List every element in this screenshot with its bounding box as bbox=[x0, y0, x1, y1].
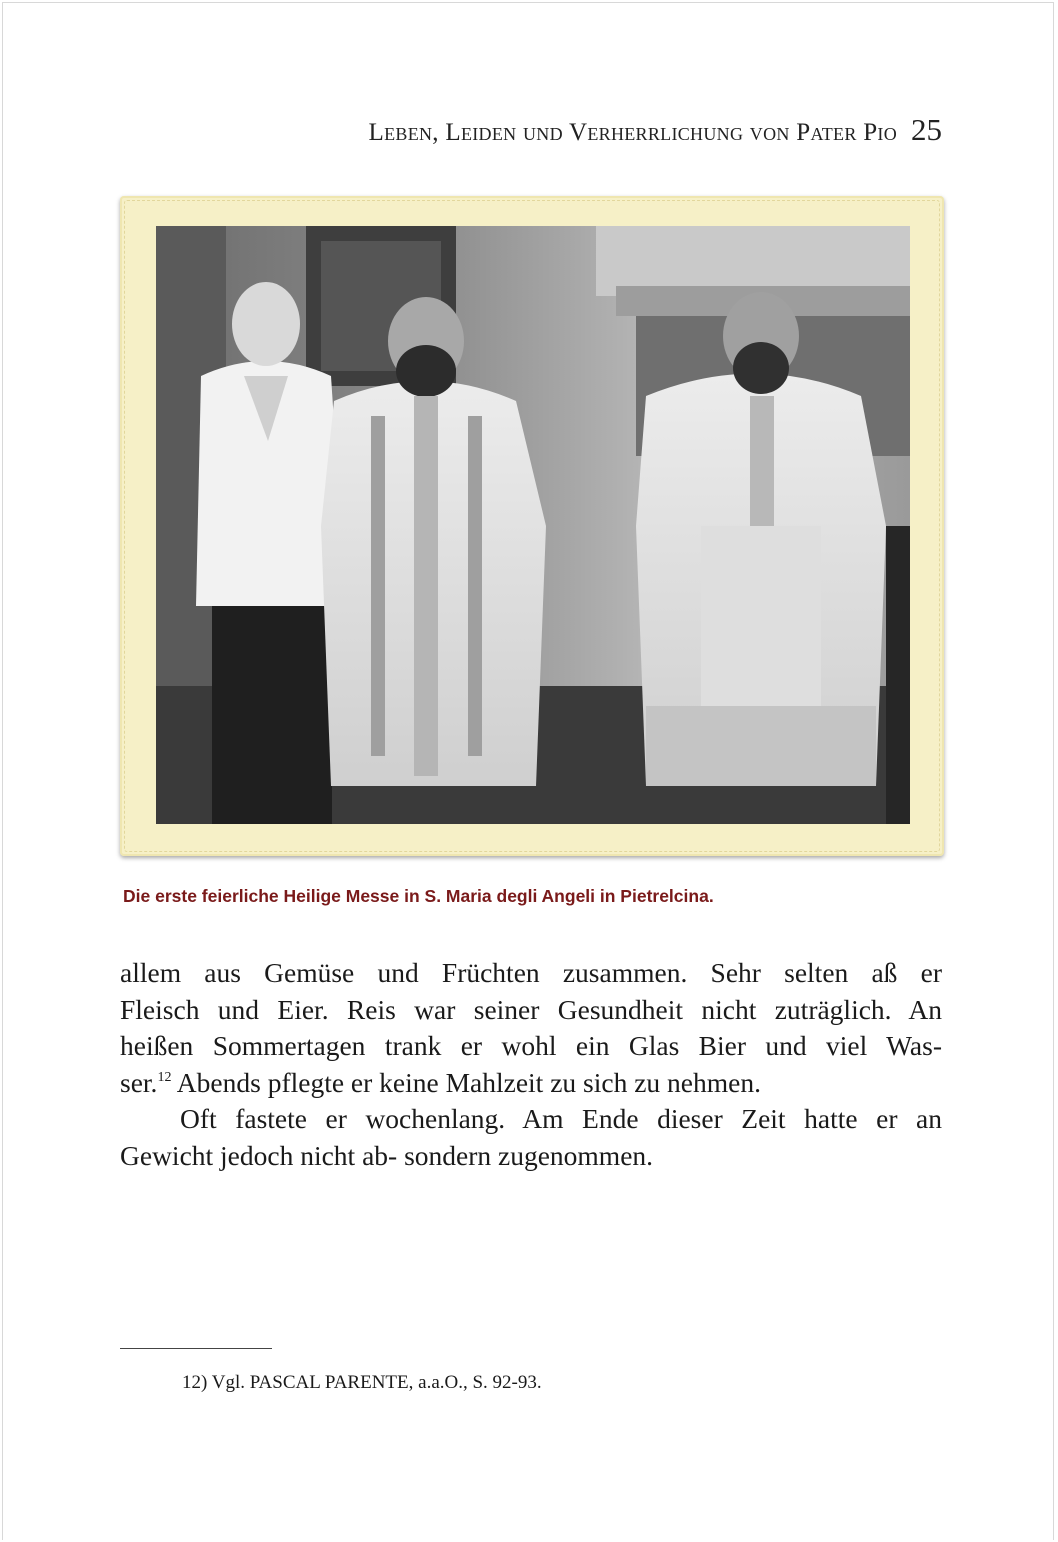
running-header bbox=[120, 112, 942, 148]
body-line: Fleisch und Eier. Reis war seiner Gesundheit nicht zuträglich. An bbox=[120, 993, 942, 1025]
footnote-divider bbox=[120, 1348, 272, 1349]
body-line: Oft fastete er wochenlang. Am Ende dieser Zeit hatte er an bbox=[180, 1103, 942, 1134]
body-line: allem aus Gemüse und Früchten zusammen. Sehr selten aß er bbox=[120, 957, 942, 988]
footnote-reference[interactable]: 12 bbox=[157, 1069, 172, 1085]
body-text bbox=[120, 955, 942, 1174]
page-number: 25 bbox=[911, 112, 942, 147]
body-line bbox=[120, 1065, 942, 1102]
body-line: heißen Sommertagen trank er wohl ein Glas Bier und viel Was- bbox=[120, 1030, 942, 1061]
figure-caption: Die erste feierliche Heilige Messe in S. Maria degli Angeli in Pietrelcina. bbox=[123, 886, 714, 906]
photograph bbox=[156, 226, 910, 824]
running-title: Leben, Leiden und Verherrlichung von Pater Pio bbox=[368, 119, 897, 146]
body-line: Gewicht jedoch nicht ab- sondern zugenommen. bbox=[120, 1139, 654, 1171]
photo-mount bbox=[120, 196, 944, 856]
body-line-end: Abends pflegte er keine Mahlzeit zu sich zu nehmen. bbox=[171, 1066, 761, 1098]
footnote: 12) Vgl. PASCAL PARENTE, a.a.O., S. 92-93. bbox=[182, 1372, 542, 1393]
photograph-illustration bbox=[156, 226, 910, 824]
body-line-start: ser. bbox=[120, 1066, 158, 1098]
